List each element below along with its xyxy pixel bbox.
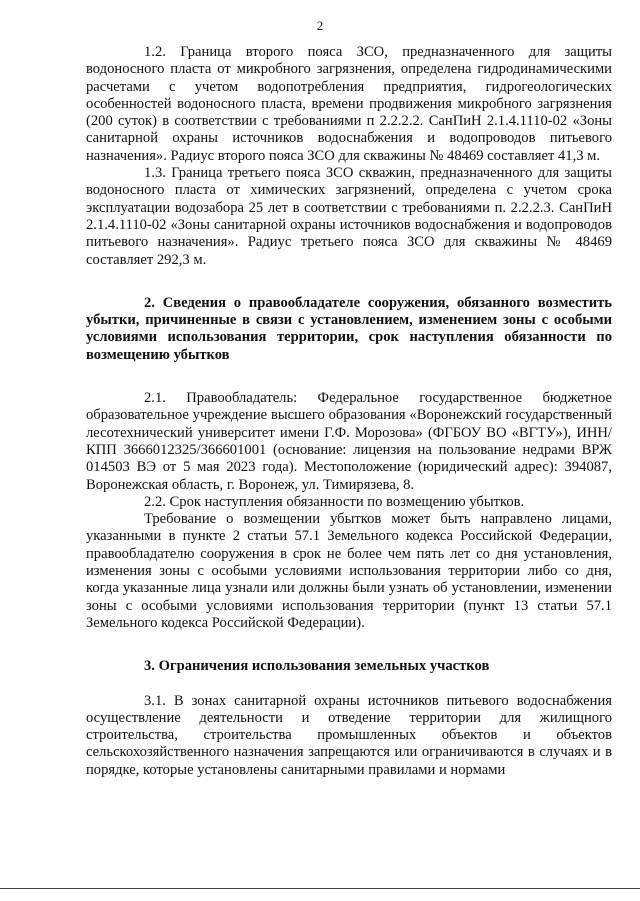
paragraph-2-2: 2.2. Срок наступления обязанности по возмещению убытков.	[144, 493, 525, 510]
paragraph-2-1: 2.1. Правообладатель: Федеральное государственное бюджетное образовательное учреждение высшего образования «Воронежский государственный лесотехнический университет имени Г.Ф. Морозова» (ФГБОУ ВО «ВГТУ»), ИНН/КПП 3666012325/366601001 (основание: лицензия на пользование недрами ВРЖ 014503 ВЭ от 5 мая 2023 года). Местоположение (юридический адрес): 394087, Воронежская область, г. Воронеж, ул. Тимирязева, 8.	[86, 390, 612, 493]
paragraph-1-3: 1.3. Граница третьего пояса ЗСО скважин, предназначенного для защиты водоносного пласта от химических загрязнений, определена с учетом срока эксплуатации водозабора 25 лет в соответствии с требованиями п. 2.2.2.3. СанПиН 2.1.4.1110-02 «Зоны санитарной охраны источников водоснабжения и водопроводов питьевого назначения». Радиус третьего пояса ЗСО для скважины № 48469 составляет 292,3 м.	[86, 165, 612, 268]
paragraph-3-1: 3.1. В зонах санитарной охраны источников питьевого водоснабжения осуществление деятельности и отведение территории для жилищного строительства, строительства промышленных объектов и объектов сельскохозяйственного назначения запрещаются или ограничиваются в случаях и в порядке, которые установлены санитарными правилами и нормами	[86, 692, 612, 778]
paragraph-2-2-text: Требование о возмещении убытков может быть направлено лицами, указанными в пункте 2 статьи 57.1 Земельного кодекса Российской Федерации, правообладателю сооружения в срок не более чем пять лет со дня установления, изменения зоны с особыми условиями использования территории либо со дня, когда указанные лица узнали или должны были узнать об установлении, изменении зоны с особыми условиями использования территории (пункт 13 статьи 57.1 Земельного кодекса Российской Федерации).	[86, 511, 612, 631]
section-heading-3: 3. Ограничения использования земельных участков	[144, 658, 490, 675]
footer-divider	[0, 888, 640, 889]
document-body	[86, 44, 612, 779]
paragraph-1-2: 1.2. Граница второго пояса ЗСО, предназначенного для защиты водоносного пласта от микробного загрязнения, определена гидродинамическими расчетами с учетом водопотребления предприятия, гидрогеологических особенностей водоносного пласта, времени продвижения микробного загрязнения (200 суток) в соответствии с требованиями п 2.2.2.2. СанПиН 2.1.4.1110-02 «Зоны санитарной охраны источников водоснабжения и водопроводов питьевого назначения». Радиус второго пояса ЗСО для скважины № 48469 составляет 41,3 м.	[86, 44, 612, 164]
page-number: 2	[316, 18, 324, 33]
section-heading-2: 2. Сведения о правообладателе сооружения, обязанного возместить убытки, причиненные в связи с установлением, изменением зоны с особыми условиями использования территории, срок наступления обязанности по возмещению убытков	[86, 294, 612, 363]
